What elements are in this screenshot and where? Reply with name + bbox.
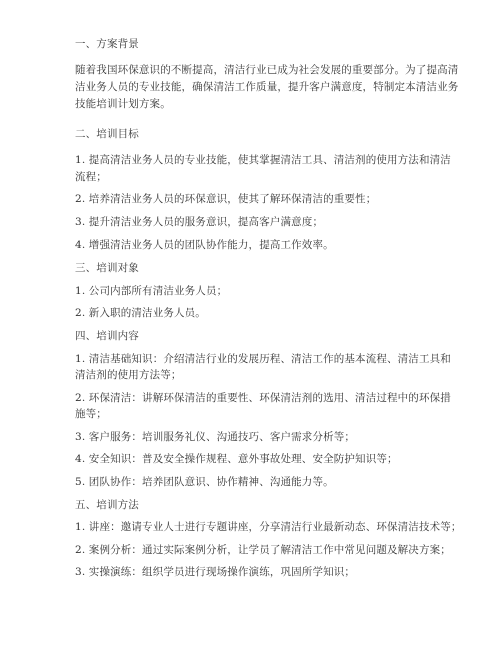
list-item-line: 1. 讲座：邀请专业人士进行专题讲座，分享清洁行业最新动态、环保清洁技术等； <box>75 521 462 533</box>
list-item-line: 4. 安全知识：普及安全操作规程、意外事故处理、安全防护知识等； <box>75 453 398 465</box>
section-heading-goals: 二、培训目标 <box>75 128 139 140</box>
paragraph-line: 随着我国环保意识的不断提高，清洁行业已成为社会发展的重要部分。为了提高清 <box>75 64 459 76</box>
paragraph-line: 洁业务人员的专业技能，确保清洁工作质量，提升客户满意度，特制定本清洁业务 <box>75 81 459 93</box>
list-item-line: 2. 环保清洁：讲解环保清洁的重要性、环保清洁剂的选用、清洁过程中的环保措 <box>75 392 451 404</box>
list-item-line: 4. 增强清洁业务人员的团队协作能力，提高工作效率。 <box>75 239 334 251</box>
list-item-line: 1. 清洁基础知识：介绍清洁行业的发展历程、清洁工作的基本流程、清洁工具和 <box>75 353 451 365</box>
section-heading-methods: 五、培训方法 <box>75 499 139 511</box>
list-item-line: 施等； <box>75 408 107 420</box>
list-item-line: 3. 实操演练：组织学员进行现场操作演练，巩固所学知识； <box>75 566 356 578</box>
list-item-line: 清洁剂的使用方法等； <box>75 369 182 381</box>
section-heading-background: 一、方案背景 <box>75 38 139 50</box>
list-item-line: 3. 客户服务：培训服务礼仪、沟通技巧、客户需求分析等； <box>75 431 356 443</box>
list-item-line: 3. 提升清洁业务人员的服务意识，提高客户满意度； <box>75 216 324 228</box>
list-item-line: 5. 团队协作：培养团队意识、协作精神、沟通能力等。 <box>75 476 334 488</box>
section-heading-audience: 三、培训对象 <box>75 262 139 274</box>
list-item-line: 流程； <box>75 171 107 183</box>
list-item-line: 1. 提高清洁业务人员的专业技能，使其掌握清洁工具、清洁剂的使用方法和清洁 <box>75 154 451 166</box>
paragraph-line: 技能培训计划方案。 <box>75 98 171 110</box>
list-item-line: 2. 新入职的清洁业务人员。 <box>75 307 206 319</box>
section-heading-content: 四、培训内容 <box>75 330 139 342</box>
list-item-line: 1. 公司内部所有清洁业务人员； <box>75 285 228 297</box>
list-item-line: 2. 培养清洁业务人员的环保意识，使其了解环保清洁的重要性； <box>75 193 377 205</box>
list-item-line: 2. 案例分析：通过实际案例分析，让学员了解清洁工作中常见问题及解决方案； <box>75 544 451 556</box>
